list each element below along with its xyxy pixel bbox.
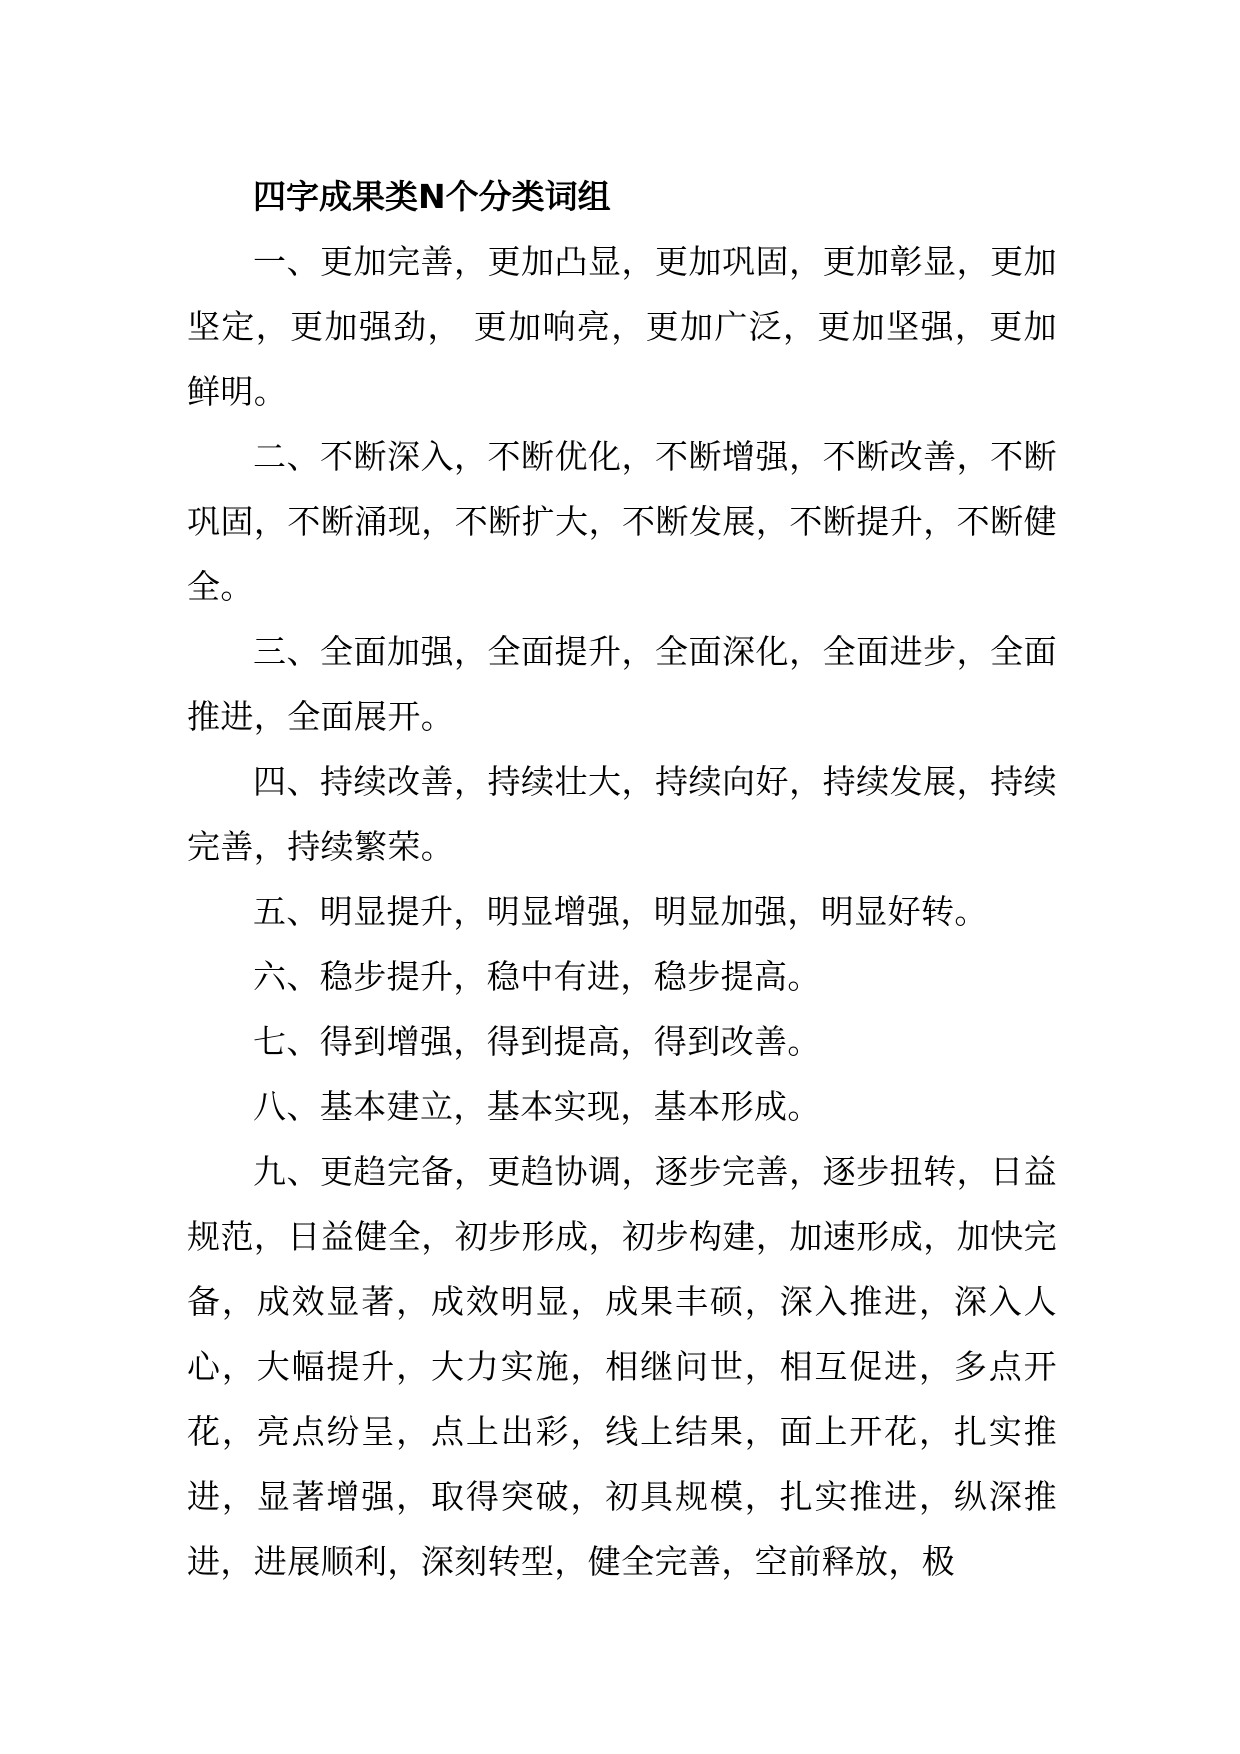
paragraph-5: 五、明显提升，明显增强，明显加强，明显好转。 — [253, 892, 988, 931]
document-title: 四字成果类N个分类词组 — [253, 177, 611, 216]
paragraph-6: 六、稳步提升，稳中有进，稳步提高。 — [253, 957, 821, 996]
paragraph-2: 二、不断深入，不断优化，不断增强，不断改善，不断巩固，不断涌现，不断扩大，不断发展，不断提升，不断健全。 — [187, 437, 1057, 606]
document-page — [187, 164, 1057, 1604]
paragraph-9: 九、更趋完备，更趋协调，逐步完善，逐步扭转，日益规范，日益健全，初步形成，初步构建，加速形成，加快完备，成效显著，成效明显，成果丰硕，深入推进，深入人心，大幅提升，大力实施，相继问世，相互促进，多点开花，亮点纷呈，点上出彩，线上结果，面上开花，扎实推进，显著增强，取得突破，初具规模，扎实推进，纵深推进，进展顺利，深刻转型，健全完善，空前释放，极 — [187, 1152, 1057, 1581]
paragraph-1: 一、更加完善，更加凸显，更加巩固，更加彰显，更加坚定，更加强劲， 更加响亮，更加广泛，更加坚强，更加鲜明。 — [187, 242, 1057, 411]
paragraph-8: 八、基本建立，基本实现，基本形成。 — [253, 1087, 821, 1126]
paragraph-4: 四、持续改善，持续壮大，持续向好，持续发展，持续完善，持续繁荣。 — [187, 762, 1057, 866]
paragraph-7: 七、得到增强，得到提高，得到改善。 — [253, 1022, 821, 1061]
paragraph-3: 三、全面加强，全面提升，全面深化，全面进步，全面推进，全面展开。 — [187, 632, 1057, 736]
